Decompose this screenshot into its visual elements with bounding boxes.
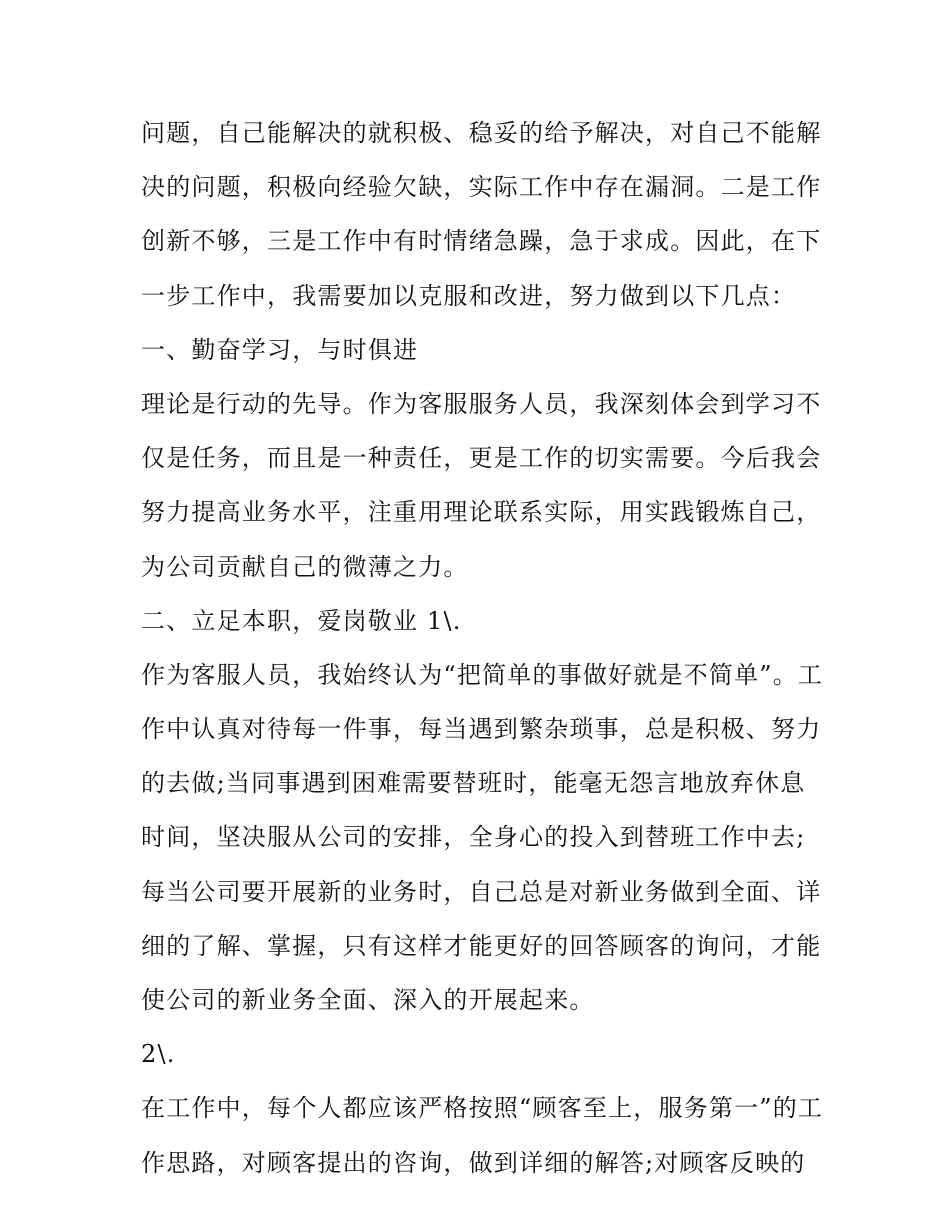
text-line: 理论是行动的先导。作为客服服务人员，我深刻体会到学习不	[141, 389, 822, 418]
text-line: 在工作中，每个人都应该严格按照“顾客至上，服务第一”的工	[141, 1094, 824, 1123]
document-body	[141, 106, 824, 1190]
text-line: 细的了解、掌握，只有这样才能更好的回答顾客的询问，才能	[141, 931, 822, 960]
text-line: 作中认真对待每一件事，每当遇到繁杂琐事，总是积极、努力	[141, 715, 822, 744]
text-line: 创新不够，三是工作中有时情绪急躁，急于求成。因此，在下	[141, 227, 822, 256]
text-line: 努力提高业务水平，注重用理论联系实际，用实践锻炼自己，	[141, 498, 822, 527]
text-line: 时间，坚决服从公司的安排，全身心的投入到替班工作中去;	[141, 823, 806, 852]
text-line: 每当公司要开展新的业务时，自己总是对新业务做到全面、详	[141, 877, 822, 906]
text-line: 一步工作中，我需要加以克服和改进，努力做到以下几点：	[141, 281, 797, 310]
section-heading-2: 二、立足本职，爱岗敬业 1\.	[141, 606, 462, 635]
text-line: 的去做;当同事遇到困难需要替班时，能毫无怨言地放弃休息	[141, 769, 806, 798]
text-line: 使公司的新业务全面、深入的开展起来。	[141, 986, 595, 1014]
list-number: 2\.	[141, 1040, 176, 1069]
text-line: 决的问题，积极向经验欠缺，实际工作中存在漏洞。二是工作	[141, 173, 822, 202]
text-line: 问题，自己能解决的就积极、稳妥的给予解决，对自己不能解	[141, 119, 822, 147]
section-heading-1: 一、勤奋学习，与时俱进	[141, 335, 419, 364]
text-line: 为公司贡献自己的微薄之力。	[141, 552, 469, 581]
text-line: 作思路，对顾客提出的咨询，做到详细的解答;对顾客反映的	[141, 1148, 806, 1177]
text-line: 作为客服人员，我始终认为“把简单的事做好就是不简单”。工	[141, 660, 824, 689]
text-line: 仅是任务，而且是一种责任，更是工作的切实需要。今后我会	[141, 444, 822, 473]
